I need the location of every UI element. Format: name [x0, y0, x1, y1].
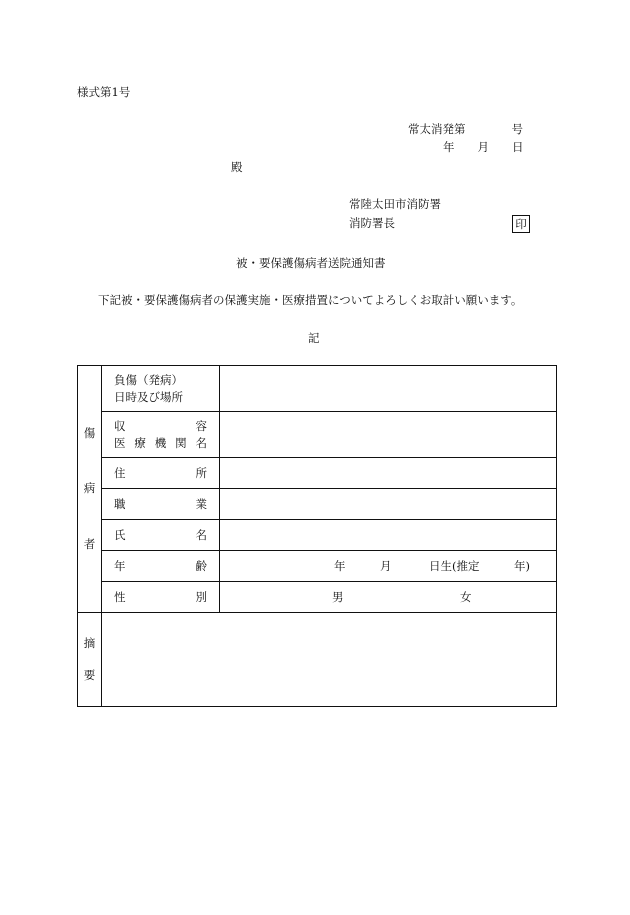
issuer-title: 消防署長	[349, 216, 395, 230]
form-number: 様式第1号	[77, 85, 131, 99]
age-label: 年 齢	[102, 551, 220, 582]
intro-text: 下記被・要保護傷病者の保護実施・医療措置についてよろしくお取計い願います。	[98, 293, 523, 307]
sex-label: 性 別	[102, 582, 220, 613]
age-birth-estimate: 日生(推定	[429, 559, 480, 573]
sex-value[interactable]	[220, 582, 557, 613]
seal-stamp: 印	[512, 215, 530, 233]
document-title: 被・要保護傷病者送院通知書	[236, 256, 386, 270]
sex-female-option[interactable]: 女	[460, 590, 472, 604]
summary-value[interactable]	[102, 613, 557, 707]
injury-value[interactable]	[220, 366, 557, 412]
facility-label: 収 容 医 療 機 関 名	[102, 412, 220, 458]
age-value[interactable]	[220, 551, 557, 582]
issuer-office: 常陸太田市消防署	[349, 197, 441, 211]
occupation-value[interactable]	[220, 489, 557, 520]
document-number: 常太消発第 号	[408, 122, 523, 136]
ki-marker: 記	[308, 331, 320, 345]
address-label: 住 所	[102, 458, 220, 489]
patient-info-table	[77, 365, 557, 707]
facility-value[interactable]	[220, 412, 557, 458]
category-summary: 摘 要	[78, 613, 102, 707]
occupation-label: 職 業	[102, 489, 220, 520]
age-year-unit: 年	[334, 559, 346, 573]
injury-label: 負傷（発病） 日時及び場所	[102, 366, 220, 412]
age-estimate-year: 年)	[514, 559, 530, 573]
address-value[interactable]	[220, 458, 557, 489]
document-date: 年 月 日	[443, 140, 524, 154]
age-month-unit: 月	[380, 559, 392, 573]
addressee-honorific: 殿	[231, 160, 243, 174]
name-label: 氏 名	[102, 520, 220, 551]
name-value[interactable]	[220, 520, 557, 551]
sex-male-option[interactable]: 男	[332, 590, 344, 604]
category-patient: 傷 病 者	[78, 366, 102, 613]
